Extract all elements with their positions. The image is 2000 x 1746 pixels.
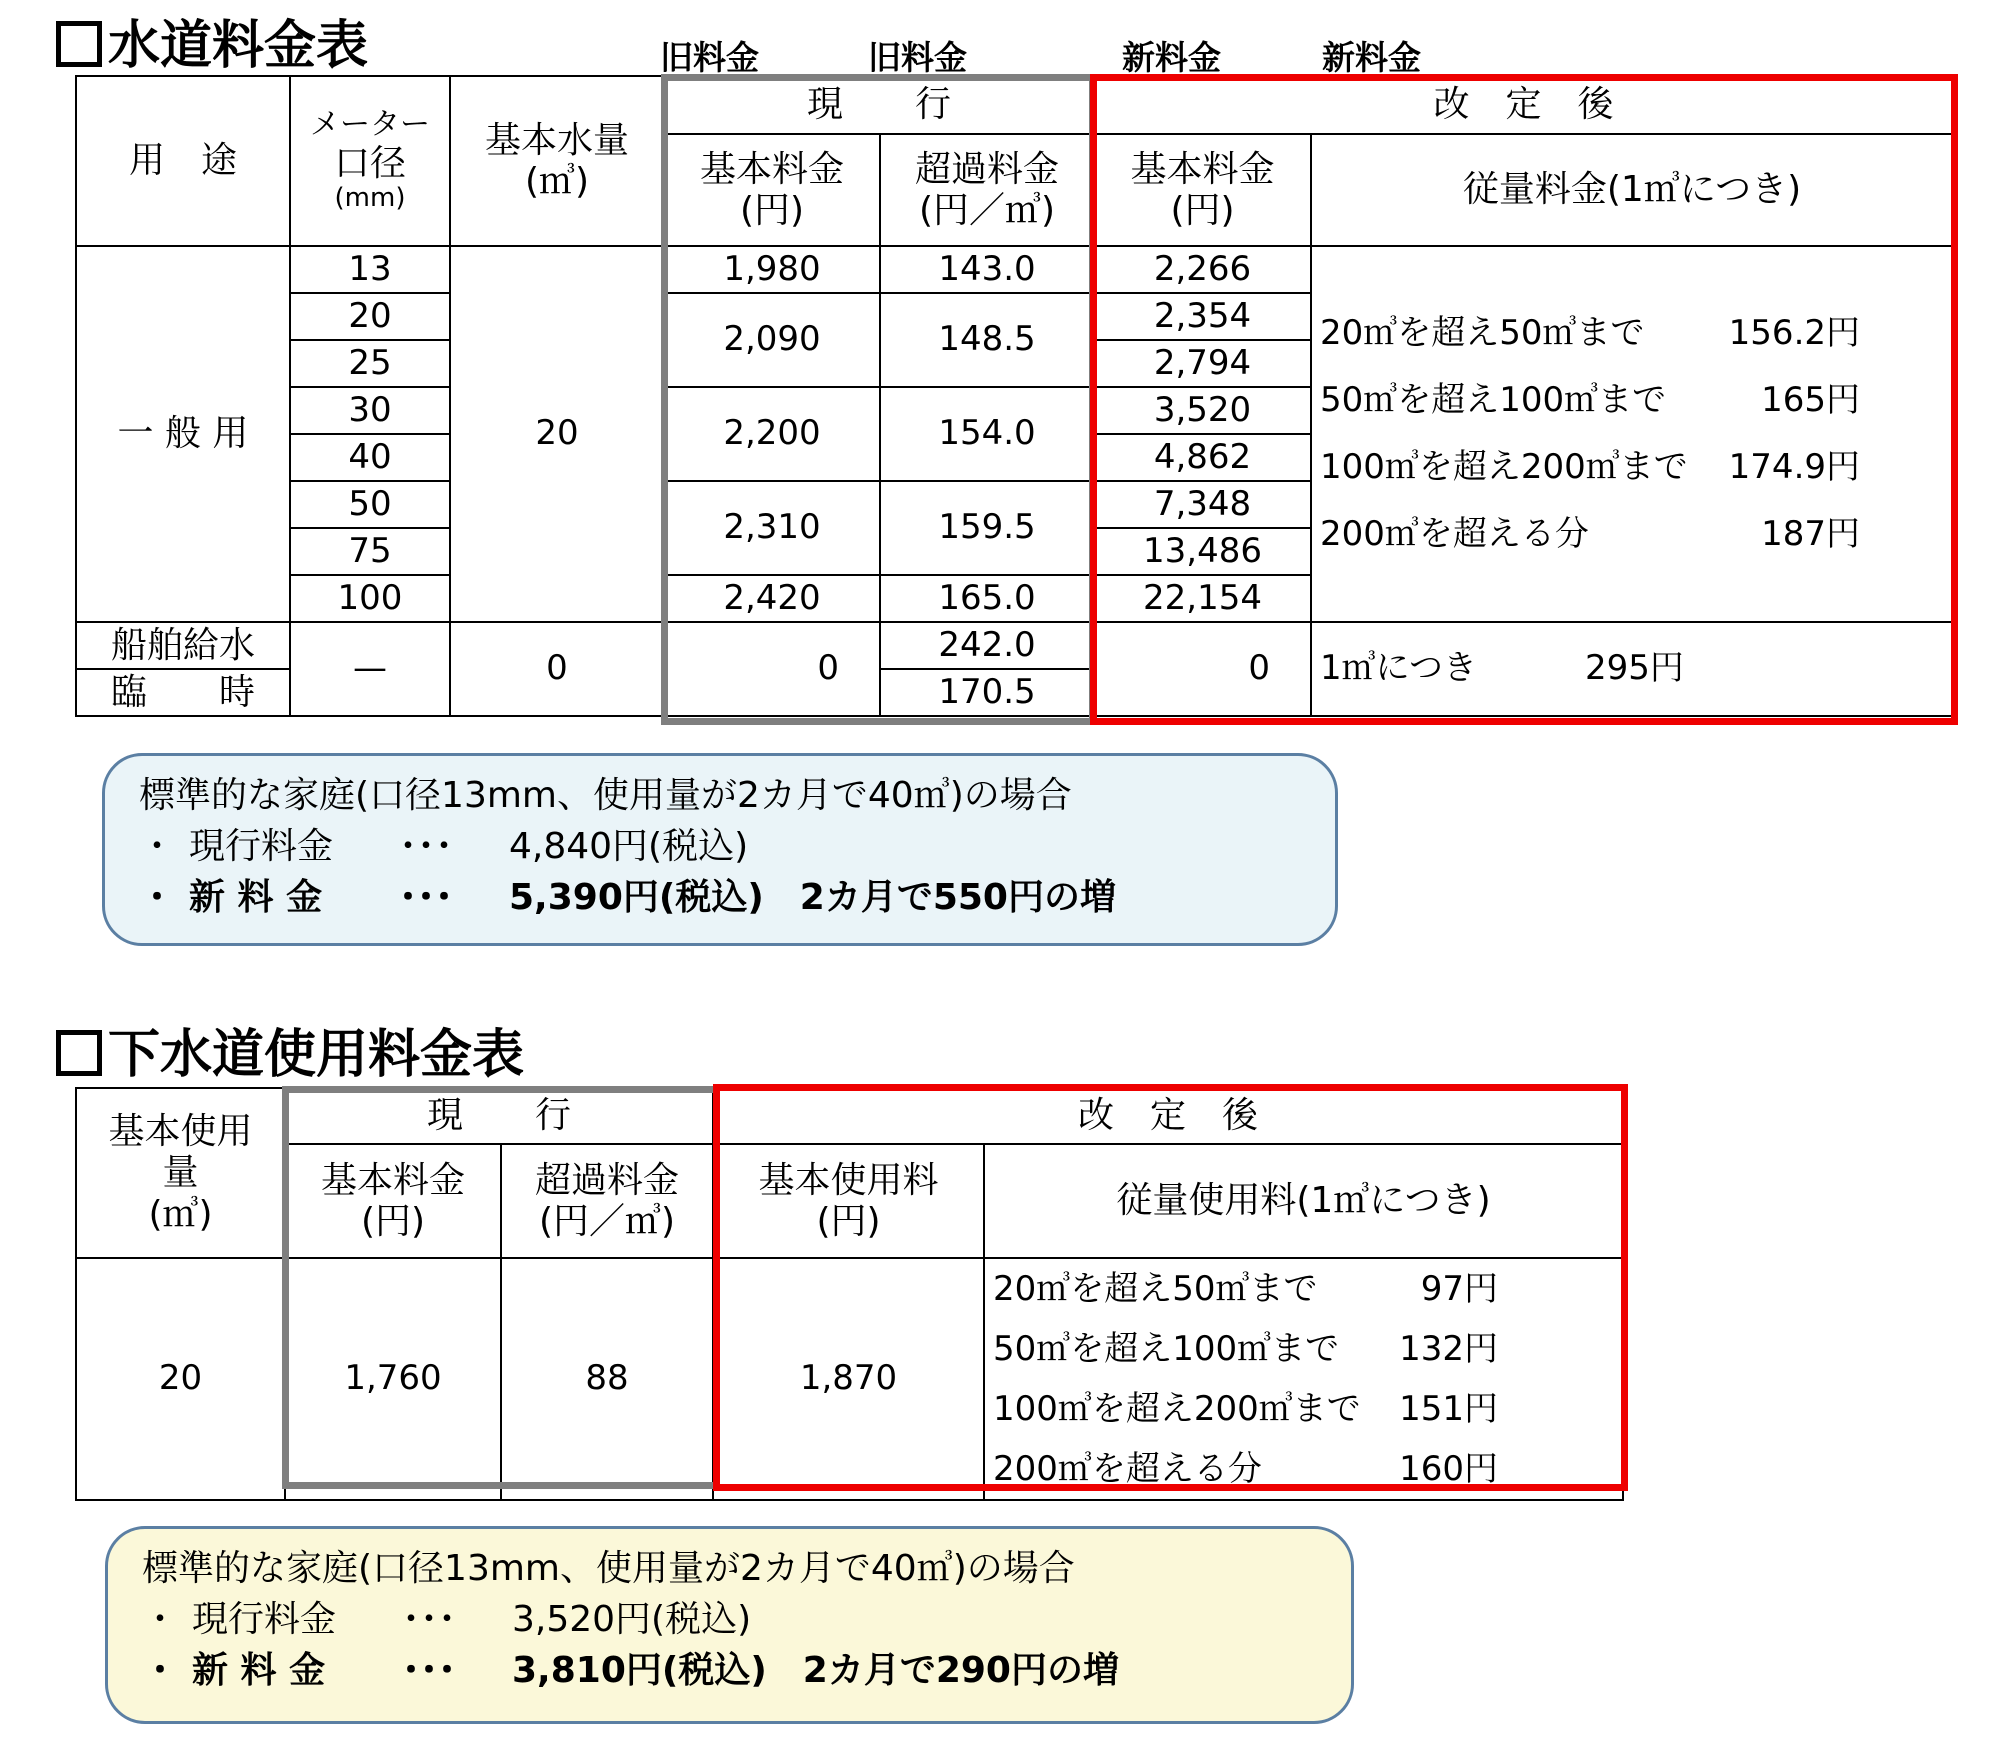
special-current-base: 0 [664, 622, 880, 716]
diameter-cell: 30 [290, 387, 450, 434]
new-fee-label-2: 新料金 [1322, 38, 1421, 77]
special-volume-fee: 1㎥につき 295円 [1311, 622, 1953, 716]
header-new-base-fee: 基本使用料 (円) [713, 1144, 984, 1258]
header-base-fee: 基本料金 (円) [664, 134, 880, 246]
new-base-cell: 22,154 [1094, 575, 1311, 622]
water-standard-household-note [102, 753, 1338, 946]
general-use-label: 一 般 用 [76, 246, 290, 622]
tier-row: 50㎥を超え100㎥まで 132円 [993, 1329, 1499, 1369]
diameter-cell: 100 [290, 575, 450, 622]
header-base-fee: 基本料金 (円) [285, 1144, 501, 1258]
header-meter-diameter: メーター 口径 (mm) [290, 76, 450, 246]
new-base-cell: 7,348 [1094, 481, 1311, 528]
special-new-base: 0 [1094, 622, 1311, 716]
tier-row: 20㎥を超え50㎥まで 156.2円 [1320, 313, 1861, 353]
current-base-cell: 2,200 [664, 387, 880, 481]
new-base-cell: 2,354 [1094, 293, 1311, 340]
checkbox-square-icon [56, 1030, 102, 1076]
tier-row: 100㎥を超え200㎥まで 151円 [993, 1389, 1499, 1429]
note-current-line: ・ 現行料金 ･･･ 4,840円(税込) [139, 826, 749, 868]
tier-row: 200㎥を超える分 160円 [993, 1449, 1499, 1489]
header-volume-fee: 従量料金(1㎥につき) [1311, 134, 1953, 246]
water-title: 水道料金表 [56, 20, 368, 72]
current-base-value: 1,760 [285, 1258, 501, 1500]
header-excess-fee: 超過料金 (円／㎥) [880, 134, 1094, 246]
old-fee-label-2: 旧料金 [868, 38, 967, 77]
header-revised: 改 定 後 [713, 1088, 1623, 1144]
diameter-cell: 75 [290, 528, 450, 575]
header-base-volume: 基本水量 (㎥) [450, 76, 664, 246]
note-new-line: ・ 新 料 金 ･･･ 5,390円(税込) 2カ月で550円の増 [139, 877, 1116, 919]
header-revised: 改 定 後 [1094, 76, 1953, 134]
ship-supply-label: 船舶給水 [76, 622, 290, 669]
note-current-line: ・ 現行料金 ･･･ 3,520円(税込) [142, 1599, 752, 1641]
note-heading: 標準的な家庭(口径13mm、使用量が2カ月で40㎥)の場合 [142, 1548, 1075, 1589]
diameter-cell: 50 [290, 481, 450, 528]
diameter-cell: 40 [290, 434, 450, 481]
sewer-fee-table [75, 1087, 1624, 1501]
base-volume-general: 20 [450, 246, 664, 622]
water-fee-table [75, 75, 1954, 717]
temporary-label: 臨 時 [76, 669, 290, 716]
current-base-cell: 2,420 [664, 575, 880, 622]
tier-row: 200㎥を超える分 187円 [1320, 514, 1861, 554]
current-base-cell: 1,980 [664, 246, 880, 293]
header-current: 現 行 [285, 1088, 713, 1144]
header-current: 現 行 [664, 76, 1094, 134]
new-base-value: 1,870 [713, 1258, 984, 1500]
current-excess-cell: 159.5 [880, 481, 1094, 575]
current-base-cell: 2,310 [664, 481, 880, 575]
volume-fee-tiers [1311, 246, 1953, 622]
volume-fee-tiers [984, 1258, 1623, 1500]
note-new-line: ・ 新 料 金 ･･･ 3,810円(税込) 2カ月で290円の増 [142, 1650, 1119, 1692]
current-excess-cell: 143.0 [880, 246, 1094, 293]
base-use-value: 20 [76, 1258, 285, 1500]
diameter-cell: 25 [290, 340, 450, 387]
new-fee-label-1: 新料金 [1122, 38, 1221, 77]
diameter-cell: 20 [290, 293, 450, 340]
ship-excess: 242.0 [880, 622, 1094, 669]
current-excess-value: 88 [501, 1258, 713, 1500]
tier-row: 20㎥を超え50㎥まで 97円 [993, 1269, 1499, 1309]
temporary-excess: 170.5 [880, 669, 1094, 716]
current-excess-cell: 165.0 [880, 575, 1094, 622]
special-meter: — [290, 622, 450, 716]
sewer-standard-household-note [105, 1526, 1354, 1724]
new-base-cell: 4,862 [1094, 434, 1311, 481]
current-base-cell: 2,090 [664, 293, 880, 387]
header-base-use: 基本使用 量 (㎥) [76, 1088, 285, 1258]
header-volume-fee: 従量使用料(1㎥につき) [984, 1144, 1623, 1258]
diameter-cell: 13 [290, 246, 450, 293]
tier-row: 50㎥を超え100㎥まで 165円 [1320, 380, 1861, 420]
new-base-cell: 2,794 [1094, 340, 1311, 387]
new-base-cell: 13,486 [1094, 528, 1311, 575]
old-fee-label-1: 旧料金 [660, 38, 759, 77]
new-base-cell: 2,266 [1094, 246, 1311, 293]
current-excess-cell: 154.0 [880, 387, 1094, 481]
tier-row: 100㎥を超え200㎥まで 174.9円 [1320, 447, 1861, 487]
header-excess-fee: 超過料金 (円／㎥) [501, 1144, 713, 1258]
header-new-base-fee: 基本料金 (円) [1094, 134, 1311, 246]
checkbox-square-icon [56, 21, 102, 67]
sewer-title: 下水道使用料金表 [56, 1029, 524, 1081]
current-excess-cell: 148.5 [880, 293, 1094, 387]
new-base-cell: 3,520 [1094, 387, 1311, 434]
special-base-volume: 0 [450, 622, 664, 716]
note-heading: 標準的な家庭(口径13mm、使用量が2カ月で40㎥)の場合 [139, 775, 1072, 816]
header-usage: 用 途 [76, 76, 290, 246]
